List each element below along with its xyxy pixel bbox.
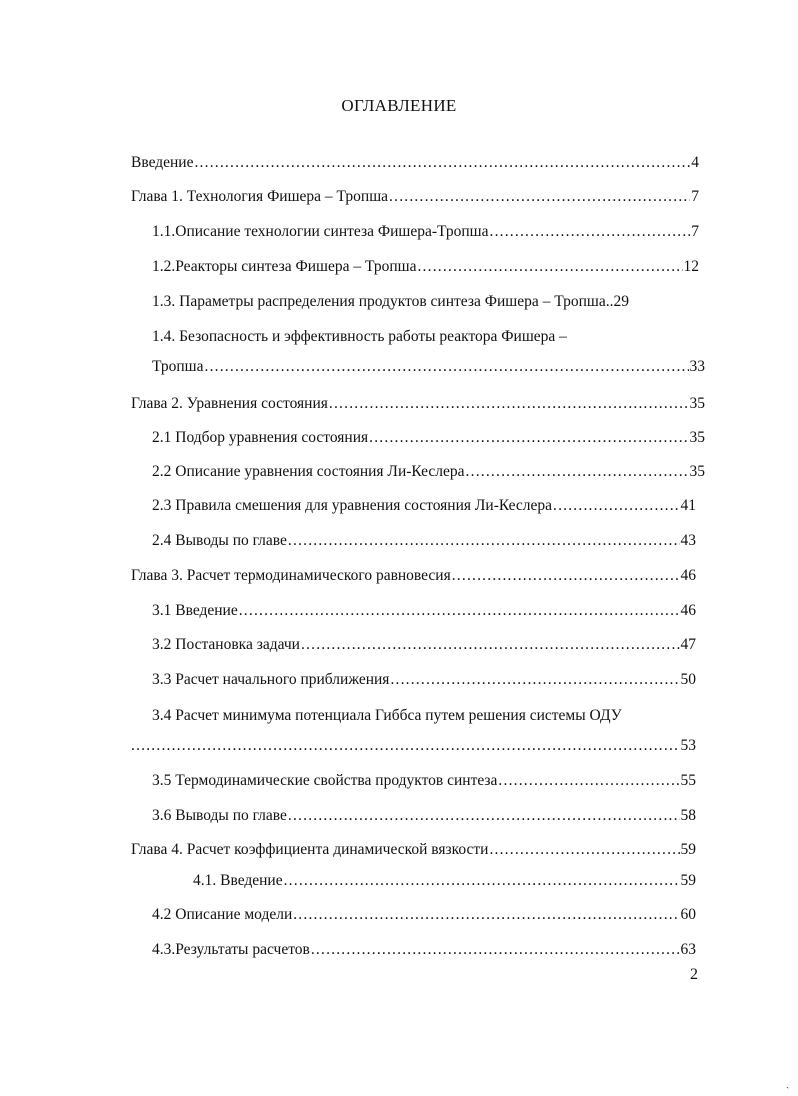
toc-entry-intro[interactable] (131, 153, 699, 175)
page-number: 2 (690, 966, 698, 983)
toc-page: 12 (683, 258, 699, 275)
toc-label: Глава 1. Технология Фишера – Тропша (131, 188, 389, 205)
toc-leader (301, 635, 680, 655)
toc-page: 53 (680, 737, 696, 754)
toc-leader (293, 905, 679, 925)
toc-entry-chapter-3[interactable] (131, 566, 696, 588)
toc-leader (390, 670, 679, 690)
toc-leader (288, 806, 680, 826)
toc-entry-3-5[interactable] (152, 771, 696, 793)
toc-page: 29 (613, 293, 629, 310)
toc-label: Глава 3. Расчет термодинамического равновесия (131, 567, 451, 584)
toc-entry-2-4[interactable] (152, 531, 696, 553)
toc-page: 59 (680, 872, 696, 889)
toc-leader (284, 871, 680, 891)
toc-entry-3-6[interactable] (152, 806, 696, 828)
toc-page: 47 (680, 636, 696, 653)
toc-label: 3.6 Выводы по главе (152, 807, 287, 824)
toc-leader (490, 222, 691, 242)
toc-entry-chapter-2[interactable] (131, 394, 705, 416)
toc-page: 46 (680, 602, 696, 619)
toc-label: 1.1.Описание технологии синтеза Фишера-Тропша (152, 223, 489, 240)
scan-artifact-mark: ˏ (786, 1078, 790, 1089)
toc-leader (205, 357, 689, 377)
toc-leader (329, 394, 689, 414)
toc-page: 43 (680, 532, 696, 549)
toc-entry-3-1[interactable] (152, 601, 696, 623)
toc-entry-4-3[interactable] (152, 940, 696, 962)
toc-label: 1.2.Реакторы синтеза Фишера – Тропша (152, 258, 417, 275)
toc-page: 35 (689, 463, 705, 480)
toc-leader (369, 428, 688, 448)
toc-leader (288, 531, 680, 551)
toc-entry-3-4[interactable] (131, 736, 696, 758)
toc-page: 4 (691, 154, 699, 171)
toc-leader (417, 257, 682, 277)
toc-entry-4-1[interactable] (193, 871, 696, 893)
toc-label: 1.3. Параметры распределения продуктов синтеза Фишера – Тропша.. (152, 293, 614, 310)
toc-entry-1-4[interactable] (152, 357, 705, 379)
toc-leader (452, 566, 680, 586)
toc-entry-2-1[interactable] (152, 428, 705, 450)
page-title: ОГЛАВЛЕНИЕ (341, 96, 457, 115)
toc-entry-1-2[interactable] (152, 257, 699, 279)
toc-label: Тропша (152, 358, 204, 375)
toc-entry-3-3[interactable] (152, 670, 696, 692)
toc-entry-2-3[interactable] (152, 496, 696, 518)
toc-page: 7 (691, 188, 699, 205)
toc-label: Глава 4. Расчет коэффициента динамической вязкости (131, 841, 489, 858)
toc-entry-1-4-line1[interactable]: 1.4. Безопасность и эффективность работы реактора Фишера – (152, 328, 567, 345)
toc-entry-chapter-4[interactable] (131, 840, 696, 862)
toc-leader (311, 940, 680, 960)
toc-label: 2.4 Выводы по главе (152, 532, 287, 549)
toc-label: 3.5 Термодинамические свойства продуктов синтеза (152, 772, 498, 789)
toc-label: 4.2 Описание модели (152, 906, 293, 923)
toc-label: Глава 2. Уравнения состояния (131, 395, 328, 412)
toc-leader (466, 462, 689, 482)
toc-leader (389, 187, 690, 207)
toc-page: 60 (680, 906, 696, 923)
toc-label: 4.3.Результаты расчетов (152, 941, 310, 958)
toc-entry-4-2[interactable] (152, 905, 696, 927)
toc-label: 2.3 Правила смешения для уравнения состояния Ли-Кеслера (152, 497, 552, 514)
toc-leader (489, 840, 679, 860)
toc-leader (131, 736, 680, 756)
toc-label: 4.1. Введение (193, 872, 283, 889)
toc-entry-1-1[interactable] (152, 222, 699, 244)
toc-page: 46 (680, 567, 696, 584)
toc-label: 3.2 Постановка задачи (152, 636, 300, 653)
toc-leader (553, 496, 680, 516)
toc-entry-3-4-line1[interactable]: 3.4 Расчет минимума потенциала Гиббса путем решения системы ОДУ (152, 707, 622, 724)
toc-page: 50 (680, 671, 696, 688)
toc-label: 3.1 Введение (152, 602, 238, 619)
toc-entry-2-2[interactable] (152, 462, 705, 484)
toc-page: 55 (680, 772, 696, 789)
toc-page: 35 (689, 429, 705, 446)
toc-leader (498, 771, 679, 791)
toc-page: 41 (680, 497, 696, 514)
toc-label: Введение (131, 154, 194, 171)
toc-page: 7 (691, 223, 699, 240)
toc-entry-3-2[interactable] (152, 635, 696, 657)
toc-label: 2.1 Подбор уравнения состояния (152, 429, 369, 446)
toc-page: 35 (689, 395, 705, 412)
toc-entry-1-3[interactable] (152, 292, 708, 314)
toc-label: 3.3 Расчет начального приближения (152, 671, 390, 688)
toc-page: 63 (680, 941, 696, 958)
toc-page: 33 (689, 358, 705, 375)
toc-leader (194, 153, 690, 173)
toc-entry-chapter-1[interactable] (131, 187, 699, 209)
toc-leader (239, 601, 680, 621)
toc-label: 2.2 Описание уравнения состояния Ли-Кеслера (152, 463, 465, 480)
toc-page: 58 (680, 807, 696, 824)
toc-page: 59 (680, 841, 696, 858)
